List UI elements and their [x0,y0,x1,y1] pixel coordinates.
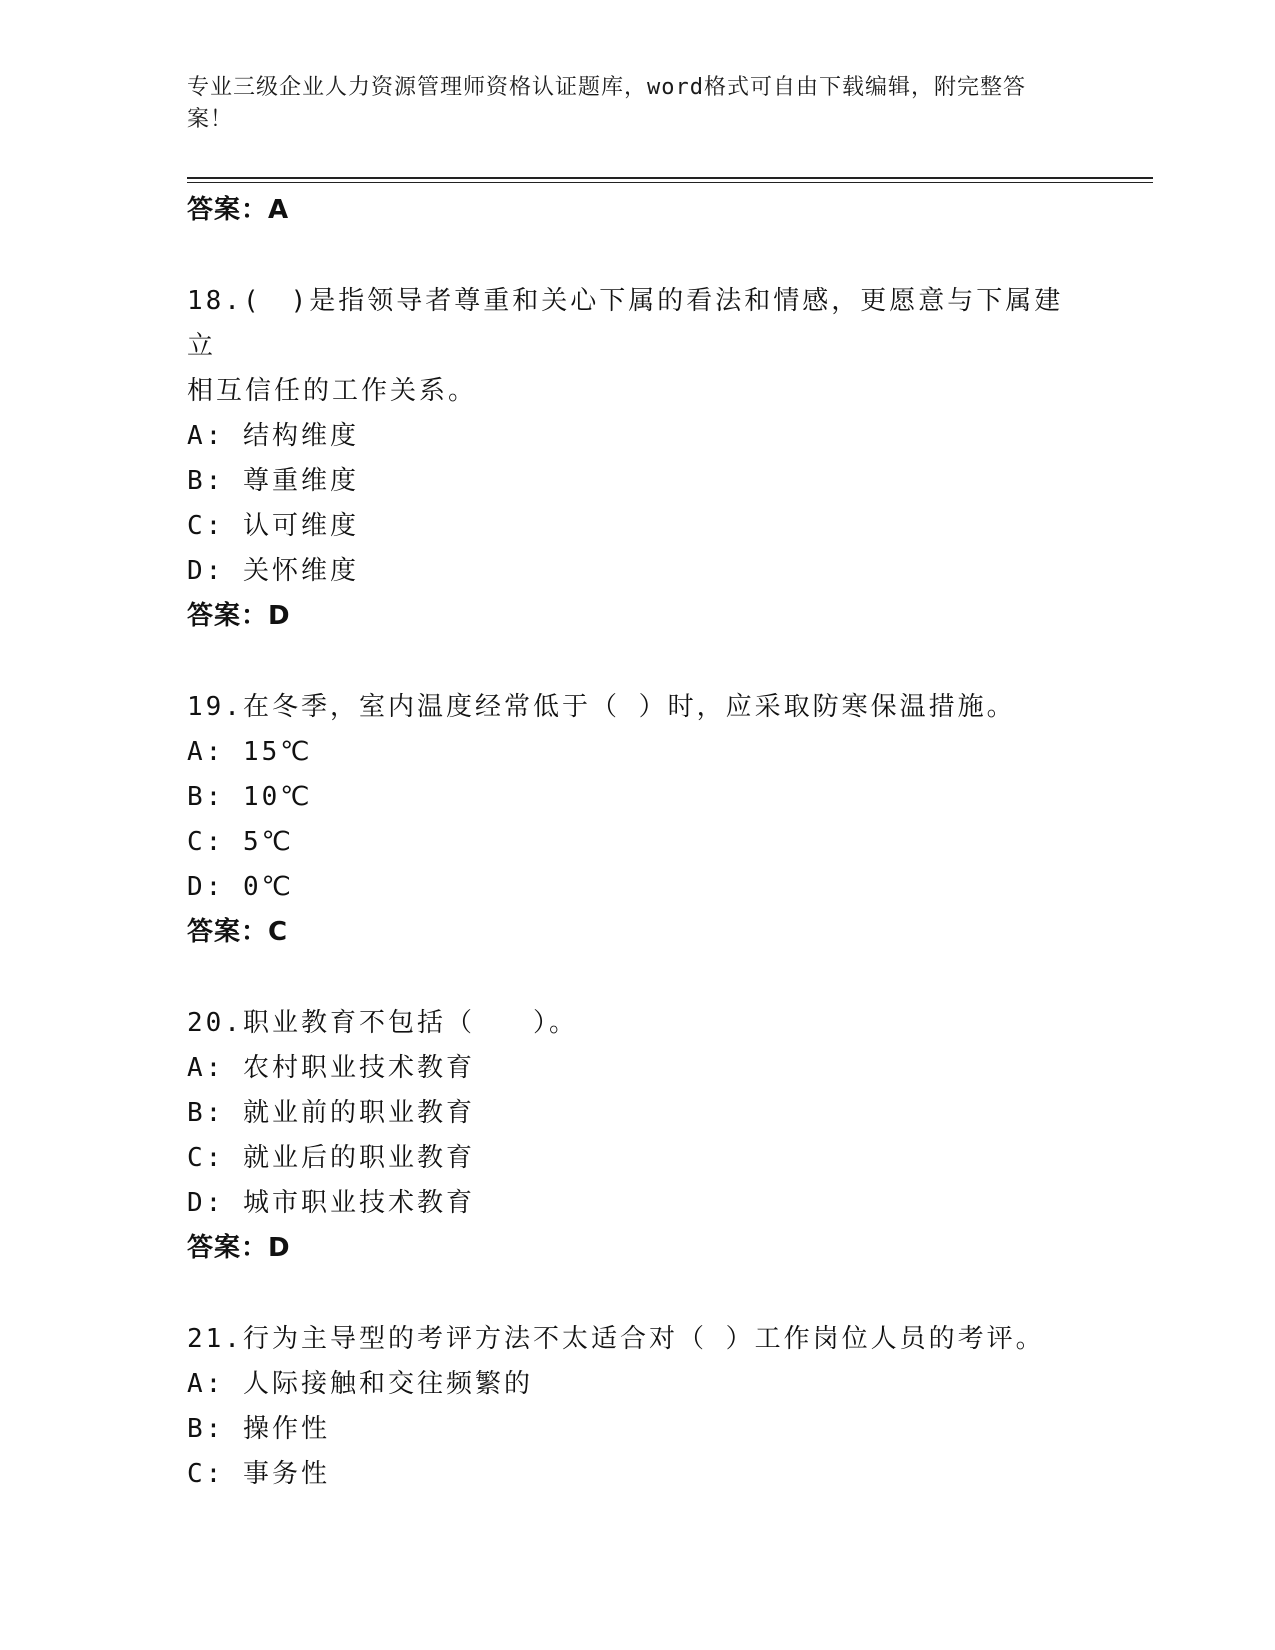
option-b: B: 10℃ [187,782,313,812]
question-list [187,188,1087,1497]
option-c: C: 事务性 [187,1459,330,1489]
option-a: A: 农村职业技术教育 [187,1053,475,1083]
question-stem: 19.在冬季，室内温度经常低于（ ）时，应采取防寒保温措施。 [187,692,1016,722]
document-header: 专业三级企业人力资源管理师资格认证题库，word格式可自由下载编辑，附完整答案！ [187,75,1026,132]
question-20 [187,1001,1087,1271]
option-b: B: 尊重维度 [187,466,359,496]
question-stem: 18.( )是指领导者尊重和关心下属的看法和情感，更愿意与下属建立 [187,286,1064,361]
question-stem: 相互信任的工作关系。 [187,376,478,406]
answer-line: 答案：C [187,917,289,947]
question-stem: 21.行为主导型的考评方法不太适合对（ ）工作岗位人员的考评。 [187,1324,1045,1354]
option-d: D: 0℃ [187,872,294,902]
answer-line: 答案：D [187,1233,291,1263]
option-b: B: 操作性 [187,1414,330,1444]
header-rule-thick [187,177,1153,179]
question-19 [187,685,1087,955]
option-b: B: 就业前的职业教育 [187,1098,475,1128]
option-a: A: 人际接触和交往频繁的 [187,1369,533,1399]
option-d: D: 城市职业技术教育 [187,1188,475,1218]
header-rule-thin [187,182,1153,183]
question-18 [187,279,1087,639]
option-c: C: 认可维度 [187,511,359,541]
option-c: C: 5℃ [187,827,294,857]
answer-line: 答案：A [187,195,290,225]
option-a: A: 15℃ [187,737,313,767]
answer-line: 答案：D [187,601,291,631]
question-stem: 20.职业教育不包括（ ）。 [187,1008,578,1038]
option-d: D: 关怀维度 [187,556,359,586]
option-a: A: 结构维度 [187,421,359,451]
question-21 [187,1317,1087,1497]
option-c: C: 就业后的职业教育 [187,1143,475,1173]
